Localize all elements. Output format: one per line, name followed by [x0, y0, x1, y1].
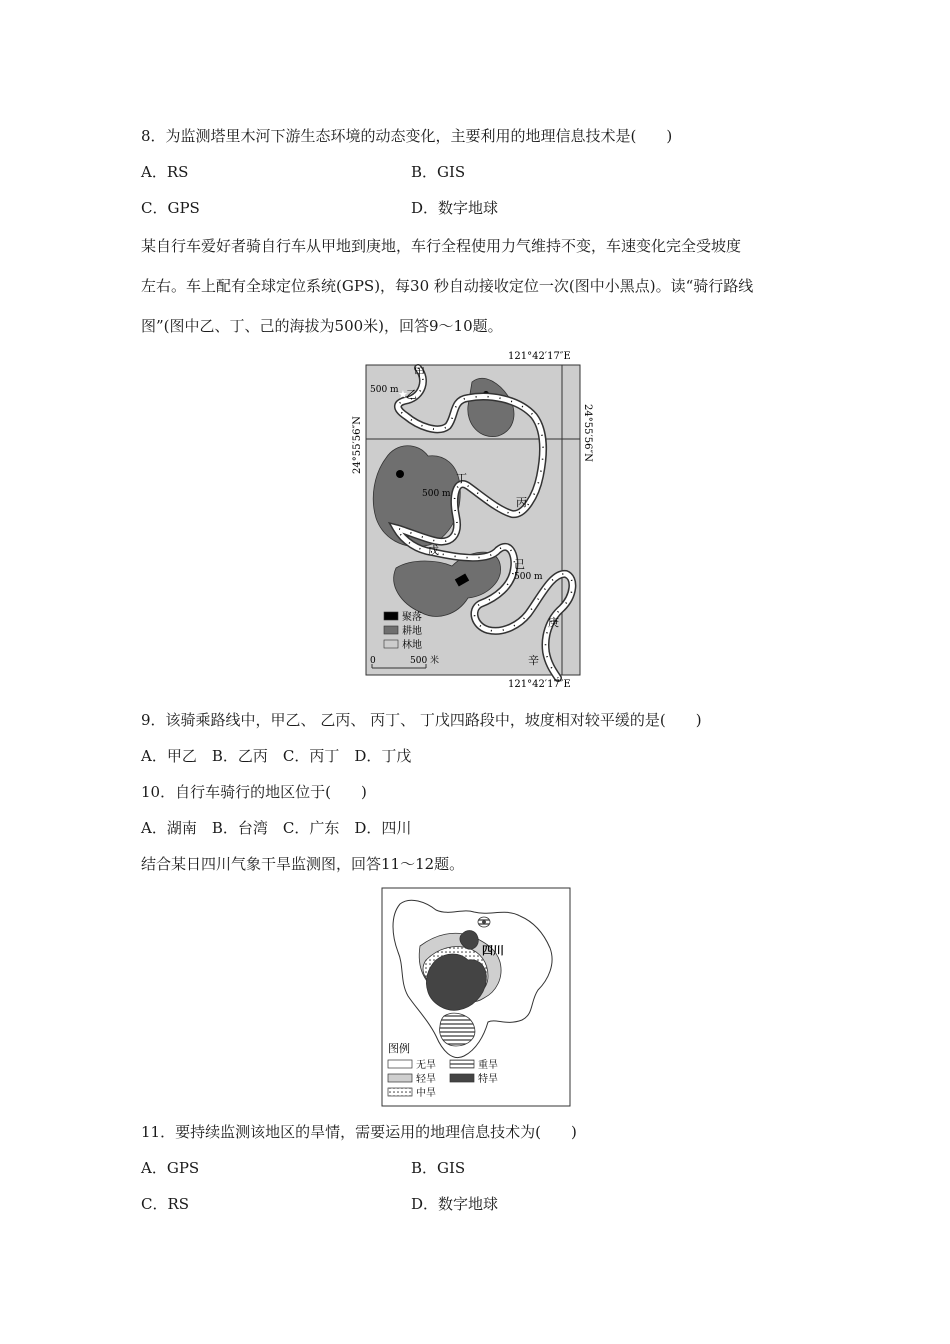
intro1-line-1: 某自行车爱好者骑自行车从甲地到庚地，车行全程使用力气维持不变，车速变化完全受坡度 [141, 237, 742, 255]
scale-distance: 500 米 [410, 656, 440, 666]
sichuan-drought-map [380, 886, 572, 1108]
legend-medium: 中旱 [416, 1088, 436, 1099]
lat-label-right: 24°55′56″N [582, 404, 593, 462]
q11-option-c: C．RS [141, 1195, 190, 1213]
place-yi: 乙 [406, 388, 417, 401]
legend-swatch-extreme [450, 1074, 474, 1082]
legend-farmland: 耕地 [402, 626, 422, 637]
place-ding: 丁 [456, 472, 467, 485]
elevation-yi: 500 m [370, 385, 399, 395]
legend-extreme: 特旱 [478, 1074, 498, 1085]
region-label-sichuan: 四川 [482, 944, 504, 957]
legend-severe: 重旱 [478, 1060, 498, 1071]
legend-swatch-farmland [384, 626, 398, 634]
legend-swatch-light [388, 1074, 412, 1082]
lon-label-bottom: 121°42′17″E [508, 679, 571, 690]
q10-options: A．湖南 B．台湾 C．广东 D．四川 [141, 819, 412, 837]
place-geng: 庚 [548, 616, 559, 629]
elevation-ji: 500 m [514, 572, 543, 582]
place-wu: 戊 [428, 544, 439, 557]
legend-none: 无旱 [416, 1060, 436, 1071]
q8-option-a: A．RS [141, 163, 189, 181]
place-xin: 辛 [528, 654, 539, 667]
settlement-3 [396, 470, 404, 478]
place-jia: 甲 [414, 366, 425, 379]
q8-option-d: D．数字地球 [411, 199, 499, 217]
place-yi-star: ★ [398, 388, 408, 401]
q11-option-d: D．数字地球 [411, 1195, 499, 1213]
legend-light: 轻旱 [416, 1074, 436, 1085]
legend-swatch-forest [384, 640, 398, 648]
q9-options: A．甲乙 B．乙丙 C．丙丁 D．丁戊 [141, 747, 412, 765]
legend-swatch-severe [450, 1060, 474, 1068]
q8-stem: 8．为监测塔里木河下游生态环境的动态变化，主要利用的地理信息技术是( ) [141, 127, 673, 145]
intro2: 结合某日四川气象干旱监测图，回答11～12题。 [141, 855, 465, 873]
q11-stem: 11．要持续监测该地区的旱情，需要运用的地理信息技术为( ) [141, 1123, 577, 1141]
legend-swatch-medium [388, 1088, 412, 1096]
q11-option-b: B．GIS [411, 1159, 466, 1177]
lon-label-top: 121°42′17″E [508, 351, 571, 362]
q10-stem: 10．自行车骑行的地区位于( ) [141, 783, 367, 801]
lat-label-left: 24°55′56″N [352, 416, 363, 474]
legend-swatch-settlement [384, 612, 398, 620]
q8-option-b: B．GIS [411, 163, 466, 181]
legend-forest: 林地 [402, 640, 422, 651]
intro1-line-3: 图”(图中乙、丁、己的海拔为500米)，回答9～10题。 [141, 317, 503, 335]
intro1-line-2: 左右。车上配有全球定位系统(GPS)，每30 秒自动接收定位一次(图中小黑点)。读“骑行路线 [141, 277, 754, 295]
q8-option-c: C．GPS [141, 199, 200, 217]
elevation-ding: 500 m [422, 489, 451, 499]
legend-swatch-none [388, 1060, 412, 1068]
cycling-route-map [348, 346, 598, 692]
q11-option-a: A．GPS [141, 1159, 200, 1177]
legend-title: 图例 [388, 1042, 410, 1055]
q9-stem: 9．该骑乘路线中，甲乙、 乙丙、 丙丁、 丁戊四路段中，坡度相对较平缓的是( ) [141, 711, 702, 729]
place-ji: 己 [514, 558, 525, 571]
place-bing: 丙 [516, 496, 527, 509]
scale-zero: 0 [370, 656, 376, 666]
legend-settlement: 聚落 [402, 612, 422, 623]
